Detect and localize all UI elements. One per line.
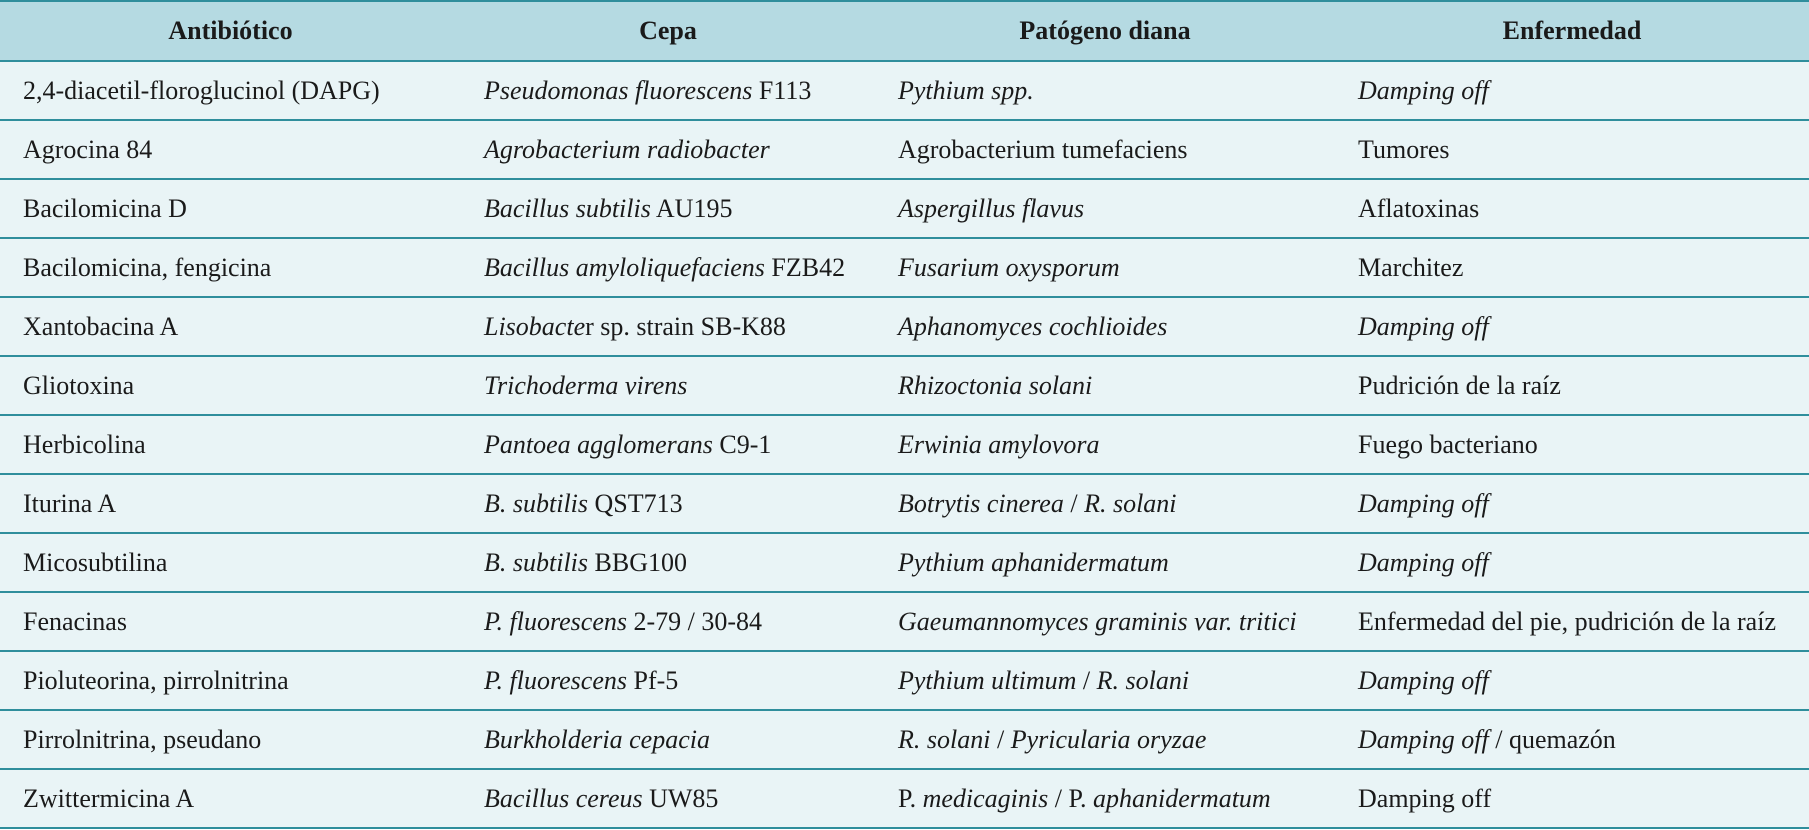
cell-cepa xyxy=(461,297,875,356)
cell-patogeno-diana xyxy=(875,474,1335,533)
antibiotico-text: Bacilomicina D xyxy=(23,193,187,223)
cell-patogeno-diana xyxy=(875,533,1335,592)
table-row xyxy=(0,769,1809,828)
table-row xyxy=(0,61,1809,120)
cepa-strain-text: 2-79 / 30-84 xyxy=(627,606,763,636)
enfermedad-text: Marchitez xyxy=(1358,252,1464,282)
cell-enfermedad xyxy=(1335,651,1809,710)
table-row xyxy=(0,120,1809,179)
table-body xyxy=(0,61,1809,828)
antibiotico-text: Micosubtilina xyxy=(23,547,168,577)
cell-patogeno-diana xyxy=(875,179,1335,238)
patogeno-text: / P. xyxy=(1048,783,1094,813)
patogeno-text: R. solani xyxy=(1096,665,1190,695)
cell-enfermedad xyxy=(1335,415,1809,474)
enfermedad-text: Damping off xyxy=(1358,724,1489,754)
cell-antibiotico xyxy=(0,356,461,415)
cell-enfermedad xyxy=(1335,710,1809,769)
patogeno-text: Aspergillus flavus xyxy=(898,193,1085,223)
antibiotico-text: Pirrolnitrina, pseudano xyxy=(23,724,262,754)
cell-patogeno-diana xyxy=(875,356,1335,415)
cell-enfermedad xyxy=(1335,61,1809,120)
patogeno-text: aphanidermatum xyxy=(1093,783,1271,813)
cell-enfermedad xyxy=(1335,179,1809,238)
patogeno-text: Fusarium oxysporum xyxy=(898,252,1120,282)
cell-patogeno-diana xyxy=(875,120,1335,179)
enfermedad-text: Enfermedad del pie, pudrición de la raíz xyxy=(1358,606,1776,636)
cepa-strain-text: C9-1 xyxy=(712,429,772,459)
patogeno-text: Pyricularia oryzae xyxy=(1010,724,1207,754)
cell-cepa xyxy=(461,238,875,297)
antibiotico-text: Agrocina 84 xyxy=(23,134,153,164)
enfermedad-text: / quemazón xyxy=(1488,724,1616,754)
table-row xyxy=(0,474,1809,533)
patogeno-text: R. solani xyxy=(898,724,991,754)
cell-cepa xyxy=(461,61,875,120)
table-row xyxy=(0,356,1809,415)
cell-enfermedad xyxy=(1335,592,1809,651)
table-row xyxy=(0,533,1809,592)
table-row xyxy=(0,592,1809,651)
header-cepa: Cepa xyxy=(461,1,875,61)
antibiotico-text: Xantobacina A xyxy=(23,311,179,341)
antibiotico-text: Gliotoxina xyxy=(23,370,135,400)
enfermedad-text: Fuego bacteriano xyxy=(1358,429,1538,459)
cell-cepa xyxy=(461,474,875,533)
patogeno-text: Agrobacterium tumefaciens xyxy=(898,134,1188,164)
table-row xyxy=(0,651,1809,710)
cell-antibiotico xyxy=(0,533,461,592)
cepa-species-text: Bacillus cereus xyxy=(484,783,643,813)
table-row xyxy=(0,297,1809,356)
cell-antibiotico xyxy=(0,120,461,179)
cell-patogeno-diana xyxy=(875,61,1335,120)
enfermedad-text: Pudrición de la raíz xyxy=(1358,370,1561,400)
patogeno-text: R. solani xyxy=(1084,488,1177,518)
patogeno-text: Gaeumannomyces graminis var. tritici xyxy=(898,606,1297,636)
cell-enfermedad xyxy=(1335,238,1809,297)
header-antibiotico: Antibiótico xyxy=(0,1,461,61)
cell-patogeno-diana xyxy=(875,769,1335,828)
cepa-species-text: P. fluorescens xyxy=(484,606,627,636)
cell-antibiotico xyxy=(0,61,461,120)
cell-enfermedad xyxy=(1335,297,1809,356)
header-patogeno-diana: Patógeno diana xyxy=(875,1,1335,61)
patogeno-text: Botrytis cinerea xyxy=(898,488,1064,518)
antibiotico-text: Zwittermicina A xyxy=(23,783,195,813)
cell-patogeno-diana xyxy=(875,415,1335,474)
patogeno-text: Pythium ultimum xyxy=(898,665,1077,695)
cell-cepa xyxy=(461,710,875,769)
cell-patogeno-diana xyxy=(875,238,1335,297)
cell-cepa xyxy=(461,769,875,828)
cell-cepa xyxy=(461,651,875,710)
enfermedad-text: Aflatoxinas xyxy=(1358,193,1480,223)
cell-cepa xyxy=(461,356,875,415)
cell-patogeno-diana xyxy=(875,297,1335,356)
cell-patogeno-diana xyxy=(875,651,1335,710)
cepa-strain-text: F113 xyxy=(752,75,812,105)
cell-antibiotico xyxy=(0,474,461,533)
patogeno-text: medicaginis xyxy=(922,783,1049,813)
enfermedad-text: Damping off xyxy=(1358,311,1489,341)
enfermedad-text: Damping off xyxy=(1358,75,1489,105)
header-enfermedad: Enfermedad xyxy=(1335,1,1809,61)
cepa-species-text: Agrobacterium radiobacter xyxy=(484,134,770,164)
cepa-species-text: Lisobacte xyxy=(484,311,586,341)
antibiotico-text: 2,4-diacetil-floroglucinol (DAPG) xyxy=(23,75,380,105)
cell-cepa xyxy=(461,533,875,592)
cell-antibiotico xyxy=(0,297,461,356)
cell-patogeno-diana xyxy=(875,592,1335,651)
antibiotico-text: Iturina A xyxy=(23,488,117,518)
antibiotico-text: Herbicolina xyxy=(23,429,146,459)
table-row xyxy=(0,179,1809,238)
cepa-strain-text: BBG100 xyxy=(588,547,687,577)
patogeno-text: Pythium aphanidermatum xyxy=(898,547,1169,577)
cepa-species-text: Burkholderia cepacia xyxy=(484,724,710,754)
cell-cepa xyxy=(461,415,875,474)
cell-antibiotico xyxy=(0,179,461,238)
cell-antibiotico xyxy=(0,710,461,769)
table-row xyxy=(0,238,1809,297)
patogeno-text: Rhizoctonia solani xyxy=(898,370,1093,400)
cell-enfermedad xyxy=(1335,769,1809,828)
cell-antibiotico xyxy=(0,769,461,828)
cepa-strain-text: AU195 xyxy=(650,193,733,223)
cepa-species-text: Pseudomonas fluorescens xyxy=(484,75,753,105)
patogeno-text: Pythium spp. xyxy=(898,75,1034,105)
enfermedad-text: Tumores xyxy=(1358,134,1450,164)
cepa-strain-text: UW85 xyxy=(642,783,719,813)
cepa-strain-text: r sp. strain SB-K88 xyxy=(585,311,786,341)
antibiotico-text: Bacilomicina, fengicina xyxy=(23,252,272,282)
cepa-strain-text: FZB42 xyxy=(764,252,846,282)
antibiotico-text: Pioluteorina, pirrolnitrina xyxy=(23,665,289,695)
cepa-species-text: Bacillus amyloliquefaciens xyxy=(484,252,765,282)
table-row xyxy=(0,415,1809,474)
patogeno-text: / xyxy=(990,724,1011,754)
cell-enfermedad xyxy=(1335,356,1809,415)
enfermedad-text: Damping off xyxy=(1358,665,1489,695)
enfermedad-text: Damping off xyxy=(1358,783,1492,813)
header-row xyxy=(0,1,1809,61)
cell-cepa xyxy=(461,179,875,238)
cell-cepa xyxy=(461,592,875,651)
cepa-strain-text: QST713 xyxy=(588,488,683,518)
cell-enfermedad xyxy=(1335,533,1809,592)
cell-antibiotico xyxy=(0,238,461,297)
cepa-species-text: B. subtilis xyxy=(484,547,589,577)
cepa-species-text: Pantoea agglomerans xyxy=(484,429,713,459)
patogeno-text: Aphanomyces cochlioides xyxy=(898,311,1168,341)
antibiotico-text: Fenacinas xyxy=(23,606,127,636)
cell-patogeno-diana xyxy=(875,710,1335,769)
patogeno-text: P. xyxy=(898,783,923,813)
cell-antibiotico xyxy=(0,592,461,651)
cepa-species-text: B. subtilis xyxy=(484,488,589,518)
cell-enfermedad xyxy=(1335,120,1809,179)
cepa-species-text: P. fluorescens xyxy=(484,665,627,695)
cell-cepa xyxy=(461,120,875,179)
cell-antibiotico xyxy=(0,415,461,474)
cepa-strain-text: Pf-5 xyxy=(627,665,679,695)
cell-antibiotico xyxy=(0,651,461,710)
patogeno-text: / xyxy=(1076,665,1097,695)
enfermedad-text: Damping off xyxy=(1358,488,1489,518)
cell-enfermedad xyxy=(1335,474,1809,533)
enfermedad-text: Damping off xyxy=(1358,547,1489,577)
table-row xyxy=(0,710,1809,769)
cepa-species-text: Trichoderma virens xyxy=(484,370,688,400)
cepa-species-text: Bacillus subtilis xyxy=(484,193,651,223)
patogeno-text: Erwinia amylovora xyxy=(898,429,1100,459)
patogeno-text: / xyxy=(1063,488,1085,518)
